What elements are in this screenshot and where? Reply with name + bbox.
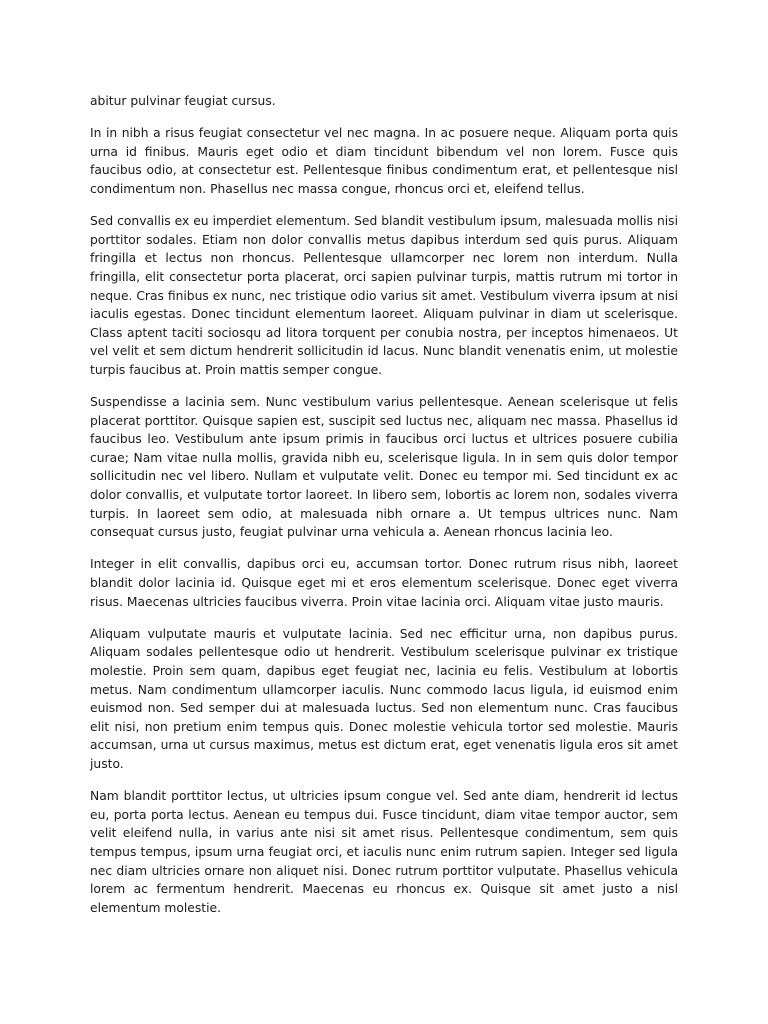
paragraph-3: Sed convallis ex eu imperdiet elementum. Sed blandit vestibulum ipsum, malesuada mollis nisi porttitor sodales. Etiam non dolor convallis metus dapibus interdum sed quis purus. Aliquam fringilla et lectus non rhoncus. Pellentesque ullamcorper nec lorem non interdum. Nulla fringilla, elit consectetur porta placerat, orci sapien pulvinar turpis, mattis rutrum mi tortor in neque. Cras finibus ex nunc, nec tristique odio varius sit amet. Vestibulum viverra ipsum at nisi iaculis egestas. Donec tincidunt elementum laoreet. Aliquam pulvinar in diam ut scelerisque. Class aptent taciti sociosqu ad litora torquent per conubia nostra, per inceptos himenaeos. Ut vel velit et sem dictum hendrerit sollicitudin id lacus. Nunc blandit venenatis enim, ut molestie turpis faucibus at. Proin mattis semper congue. bbox=[90, 214, 678, 377]
paragraph-4: Suspendisse a lacinia sem. Nunc vestibulum varius pellentesque. Aenean scelerisque ut felis placerat porttitor. Quisque sapien est, suscipit sed luctus nec, aliquam nec massa. Phasellus id faucibus leo. Vestibulum ante ipsum primis in faucibus orci luctus et ultrices posuere cubilia curae; Nam vitae nulla mollis, gravida nibh eu, scelerisque ligula. In in sem quis dolor tempor sollicitudin nec vel libero. Nullam et vulputate velit. Donec eu tempor mi. Sed tincidunt ex ac dolor convallis, et vulputate tortor laoreet. In libero sem, lobortis ac lorem non, sodales viverra turpis. In laoreet sem odio, at malesuada nibh ornare a. Ut tempus ultrices nunc. Nam consequat cursus justo, feugiat pulvinar urna vehicula a. Aenean rhoncus lacinia leo. bbox=[90, 395, 678, 540]
paragraph-6: Aliquam vulputate mauris et vulputate lacinia. Sed nec efficitur urna, non dapibus purus. Aliquam sodales pellentesque odio ut hendrerit. Vestibulum scelerisque pulvinar ex tristique molestie. Proin sem quam, dapibus eget feugiat nec, lacinia eu felis. Vestibulum at lobortis metus. Nam condimentum ullamcorper iaculis. Nunc commodo lacus ligula, id euismod enim euismod non. Sed semper dui at malesuada luctus. Sed non elementum nunc. Cras faucibus elit nisi, non pretium enim tempus quis. Donec molestie vehicula tortor sed molestie. Mauris accumsan, urna ut cursus maximus, metus est dictum erat, eget venenatis ligula eros sit amet justo. bbox=[90, 626, 678, 771]
paragraph-1: abitur pulvinar feugiat cursus. bbox=[90, 94, 276, 108]
paragraph-7: Nam blandit porttitor lectus, ut ultricies ipsum congue vel. Sed ante diam, hendrerit id lectus eu, porta porta lectus. Aenean eu tempus dui. Fusce tincidunt, diam vitae tempor auctor, sem velit eleifend nulla, in varius ante nisi sit amet risus. Pellentesque condimentum, sem quis tempus tempus, ipsum urna feugiat orci, et iaculis nunc enim rutrum sapien. Integer sed ligula nec diam ultricies ornare non aliquet nisi. Donec rutrum porttitor vulputate. Phasellus vehicula lorem ac fermentum hendrerit. Maecenas eu rhoncus ex. Quisque sit amet justo a nisl elementum molestie. bbox=[90, 789, 678, 915]
document-body bbox=[90, 92, 678, 931]
paragraph-5: Integer in elit convallis, dapibus orci eu, accumsan tortor. Donec rutrum risus nibh, laoreet blandit dolor lacinia id. Quisque eget mi et eros elementum scelerisque. Donec eget viverra risus. Maecenas ultricies faucibus viverra. Proin vitae lacinia orci. Aliquam vitae justo mauris. bbox=[90, 557, 678, 609]
paragraph-2: In in nibh a risus feugiat consectetur vel nec magna. In ac posuere neque. Aliquam porta quis urna id finibus. Mauris eget odio et diam tincidunt bibendum vel non lorem. Fusce quis faucibus odio, at consectetur est. Pellentesque finibus condimentum erat, et pellentesque nisl condimentum non. Phasellus nec massa congue, rhoncus orci et, eleifend tellus. bbox=[90, 126, 678, 196]
